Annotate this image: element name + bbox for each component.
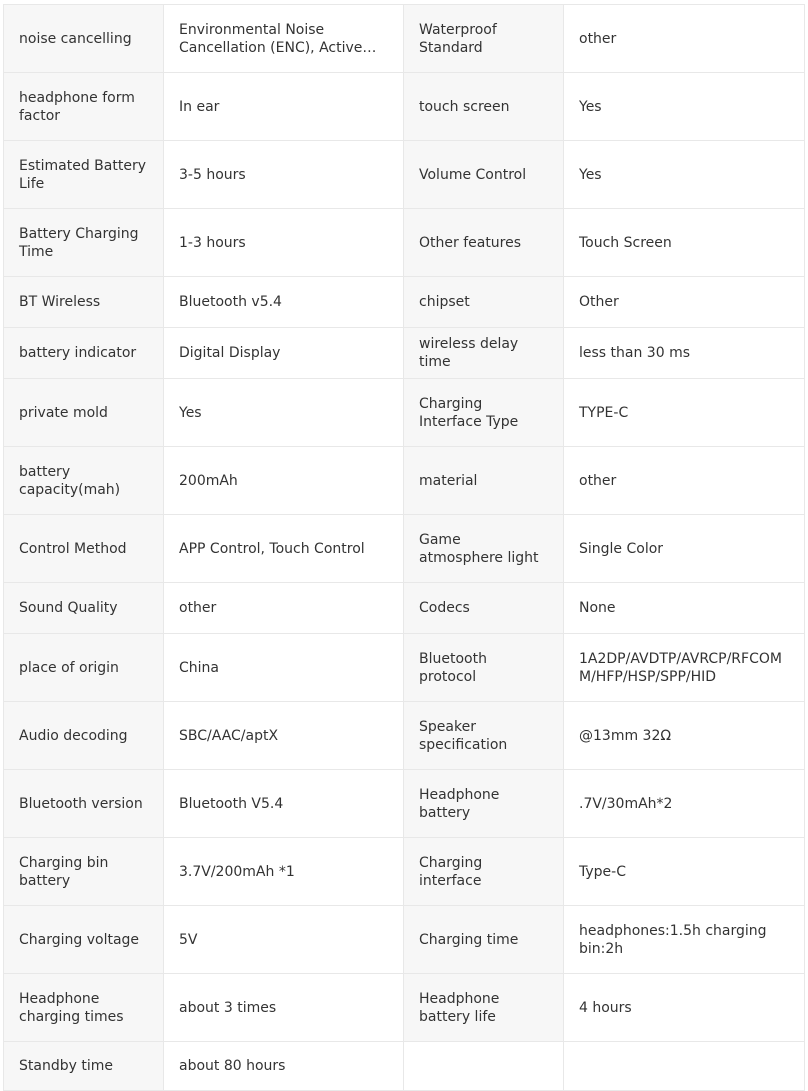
spec-value: Yes [164,379,404,447]
spec-value: SBC/AAC/aptX [164,702,404,770]
table-row [4,583,805,634]
spec-value-text: Environmental Noise Cancellation (ENC), Active… [179,21,377,56]
spec-value: other [164,583,404,634]
spec-label: Battery Charging Time [4,209,164,277]
spec-value: Type-C [564,838,805,906]
spec-label: Estimated Battery Life [4,141,164,209]
spec-label: battery indicator [4,328,164,379]
table-row [4,5,805,73]
spec-value: None [564,583,805,634]
spec-label: Headphone battery life [404,974,564,1042]
spec-label: Charging Interface Type [404,379,564,447]
spec-label: touch screen [404,73,564,141]
spec-label: Charging time [404,906,564,974]
spec-label: battery capacity(mah) [4,447,164,515]
table-row [4,702,805,770]
spec-value: Bluetooth V5.4 [164,770,404,838]
spec-label: Other features [404,209,564,277]
spec-label: BT Wireless [4,277,164,328]
spec-label: private mold [4,379,164,447]
table-row [4,906,805,974]
table-row [4,328,805,379]
table-row [4,277,805,328]
spec-value: other [564,447,805,515]
spec-value: In ear [164,73,404,141]
spec-value: 200mAh [164,447,404,515]
spec-label: Standby time [4,1042,164,1091]
spec-label: Headphone charging times [4,974,164,1042]
empty-cell [404,1042,564,1091]
spec-label: Charging bin battery [4,838,164,906]
table-row [4,447,805,515]
table-row [4,974,805,1042]
spec-label: Volume Control [404,141,564,209]
table-row [4,379,805,447]
spec-value: 3.7V/200mAh *1 [164,838,404,906]
spec-value: 1A2DP/AVDTP/AVRCP/RFCOMM/HFP/HSP/SPP/HID [564,634,805,702]
spec-label: Sound Quality [4,583,164,634]
spec-value: TYPE-C [564,379,805,447]
table-row [4,141,805,209]
spec-value: Yes [564,73,805,141]
table-row [4,73,805,141]
spec-label: Waterproof Standard [404,5,564,73]
spec-label: material [404,447,564,515]
empty-cell [564,1042,805,1091]
spec-value: .7V/30mAh*2 [564,770,805,838]
spec-value: Bluetooth v5.4 [164,277,404,328]
spec-value: 4 hours [564,974,805,1042]
spec-value: headphones:1.5h charging bin:2h [564,906,805,974]
spec-value: about 80 hours [164,1042,404,1091]
spec-label: Charging interface [404,838,564,906]
table-row [4,770,805,838]
spec-value: 3-5 hours [164,141,404,209]
spec-label: Audio decoding [4,702,164,770]
spec-value: 5V [164,906,404,974]
spec-value: Single Color [564,515,805,583]
spec-value: China [164,634,404,702]
table-row [4,838,805,906]
spec-label: headphone form factor [4,73,164,141]
spec-label: place of origin [4,634,164,702]
spec-label: Charging voltage [4,906,164,974]
spec-label: Bluetooth protocol [404,634,564,702]
spec-value: Touch Screen [564,209,805,277]
spec-value: less than 30 ms [564,328,805,379]
table-row [4,1042,805,1091]
spec-value: about 3 times [164,974,404,1042]
table-row [4,209,805,277]
spec-value [164,5,404,73]
spec-label: Bluetooth version [4,770,164,838]
spec-label: Headphone battery [404,770,564,838]
spec-value: APP Control, Touch Control [164,515,404,583]
spec-label: Control Method [4,515,164,583]
spec-label: Codecs [404,583,564,634]
specifications-table [3,4,805,1091]
spec-value: 1-3 hours [164,209,404,277]
spec-value: @13mm 32Ω [564,702,805,770]
spec-label: Game atmosphere light [404,515,564,583]
spec-label: wireless delay time [404,328,564,379]
spec-value: Other [564,277,805,328]
spec-label: chipset [404,277,564,328]
table-row [4,515,805,583]
spec-label: Speaker specification [404,702,564,770]
spec-value: Digital Display [164,328,404,379]
spec-value: Yes [564,141,805,209]
table-row [4,634,805,702]
spec-label: noise cancelling [4,5,164,73]
spec-value: other [564,5,805,73]
